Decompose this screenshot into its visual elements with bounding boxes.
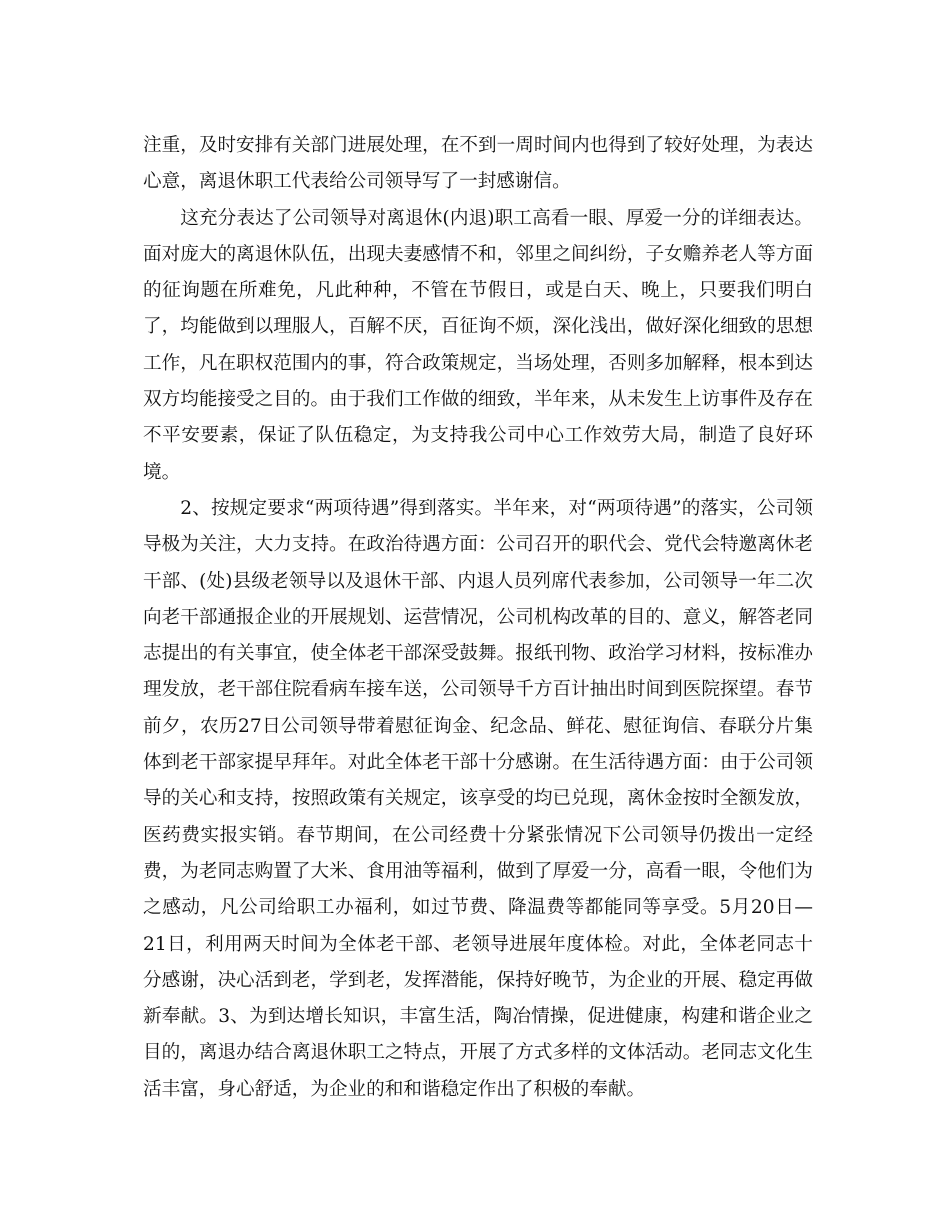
paragraph-leadership-care: 这充分表达了公司领导对离退休(内退)职工高看一眼、厚爱一分的详细表达。面对庞大的离退休队伍，出现夫妻感情不和，邻里之间纠纷，子女赡养老人等方面的征询题在所难免，凡此种种，不管在节假日，或是白天、晚上，只要我们明白了，均能做到以理服人，百解不厌，百征询不烦，深化浅出，做好深化细致的思想工作，凡在职权范围内的事，符合政策规定，当场处理，否则多加解释，根本到达双方均能接受之目的。由于我们工作做的细致，半年来，从未发生上访事件及存在不平安要素，保证了队伍稳定，为支持我公司中心工作效劳大局，制造了良好环境。 [143, 207, 813, 483]
paragraph-continuation: 注重，及时安排有关部门进展处理，在不到一周时间内也得到了较好处理，为表达心意，离退休职工代表给公司领导写了一封感谢信。 [143, 135, 813, 193]
paragraph-two-treatments: 2、按规定要求“两项待遇”得到落实。半年来，对“两项待遇”的落实，公司领导极为关注，大力支持。在政治待遇方面：公司召开的职代会、党代会特邀离休老干部、(处)县级老领导以及退休干部、内退人员列席代表参加，公司领导一年二次向老干部通报企业的开展规划、运营情况，公司机构改革的目的、意义，解答老同志提出的有关事宜，使全体老干部深受鼓舞。报纸刊物、政治学习材料，按标准办理发放，老干部住院看病车接车送，公司领导千方百计抽出时间到医院探望。春节前夕，农历27日公司领导带着慰征询金、纪念品、鲜花、慰征询信、春联分片集体到老干部家提早拜年。对此全体老干部十分感谢。在生活待遇方面：由于公司领导的关心和支持，按照政策有关规定，该享受的均已兑现，离休金按时全额发放，医药费实报实销。春节期间，在公司经费十分紧张情况下公司领导仍拨出一定经费，为老同志购置了大米、食用油等福利，做到了厚爱一分，高看一眼，令他们为之感动，凡公司给职工办福利，如过节费、降温费等都能同等享受。5月20日—21日，利用两天时间为全体老干部、老领导进展年度体检。对此，全体老同志十分感谢，决心活到老，学到老，发挥潜能，保持好晚节，为企业的开展、稳定再做新奉献。3、为到达增长知识，丰富生活，陶冶情操，促进健康，构建和谐企业之目的，离退办结合离退休职工之特点，开展了方式多样的文体活动。老同志文化生活丰富，身心舒适，为企业的和和谐稳定作出了积极的奉献。 [143, 497, 813, 1100]
document-body [143, 128, 813, 1108]
